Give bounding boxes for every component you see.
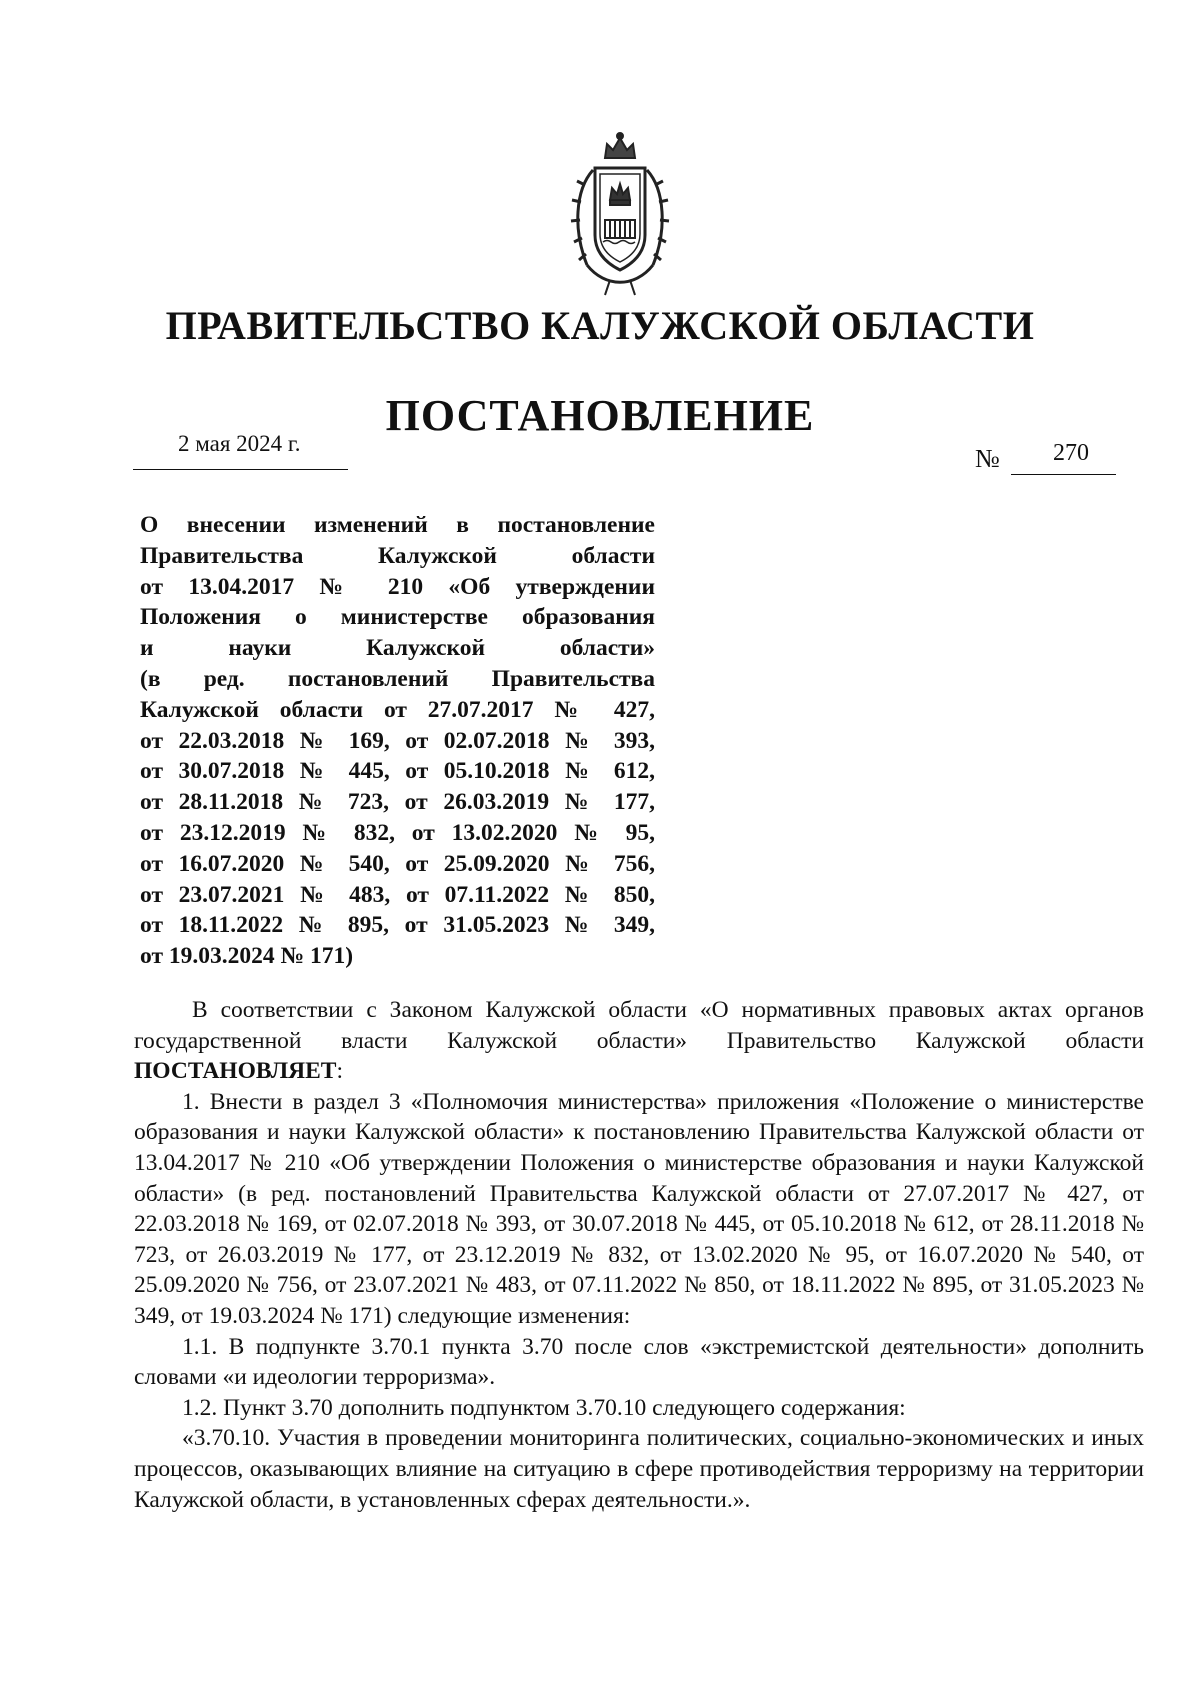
subject-line: (в ред. постановлений Правительства	[140, 665, 655, 692]
preamble-paragraph	[134, 995, 1144, 1087]
subject-line: от 28.11.2018 № 723, от 26.03.2019 № 177,	[140, 789, 655, 816]
subject-line: от 23.07.2021 № 483, от 07.11.2022 № 850,	[140, 881, 655, 908]
number-sign: №	[975, 444, 1000, 473]
item-1-paragraph: 1. Внести в раздел 3 «Полномочия министерства» приложения «Положение о министерстве образования и науки Калужской области» к постановлению Правительства Калужской области от 13.04.2017 № 210 «Об утверждении Положения о министерстве образования и науки Калужской области» (в ред. постановлений Правительства Калужской области от 27.07.2017 № 427, от 22.03.2018 № 169, от 02.07.2018 № 393, от 30.07.2018 № 445, от 05.10.2018 № 612, от 28.11.2018 № 723, от 26.03.2019 № 177, от 23.12.2019 № 832, от 13.02.2020 № 95, от 16.07.2020 № 540, от 25.09.2020 № 756, от 23.07.2021 № 483, от 07.11.2022 № 850, от 18.11.2022 № 895, от 31.05.2023 № 349, от 19.03.2024 № 171) следующие изменения:	[134, 1088, 1144, 1329]
document-date: 2 мая 2024 г.	[178, 431, 301, 456]
number-underline	[1011, 440, 1116, 475]
subject-line: Правительства Калужской области	[140, 542, 655, 569]
subject-line: от 16.07.2020 № 540, от 25.09.2020 № 756,	[140, 850, 655, 877]
document-subject	[140, 510, 655, 972]
organization-title: ПРАВИТЕЛЬСТВО КАЛУЖСКОЙ ОБЛАСТИ	[165, 303, 1035, 348]
preamble-keyword: ПОСТАНОВЛЯЕТ	[134, 1058, 337, 1085]
item-1-1-paragraph: 1.1. В подпункте 3.70.1 пункта 3.70 после слов «экстремистской деятельности» дополнить словами «и идеологии терроризма».	[134, 1333, 1144, 1391]
preamble-colon: :	[336, 1058, 343, 1085]
subject-line: Калужской области от 27.07.2017 № 427,	[140, 696, 655, 723]
preamble-text: В соответствии с Законом Калужской области «О нормативных правовых актах органов государственной власти Калужской области» Правительство Калужской области	[134, 997, 1144, 1054]
item-3-70-10-paragraph: «3.70.10. Участия в проведении мониторинга политических, социально-экономических и иных процессов, оказывающих влияние на ситуацию в сфере противодействия терроризму на территории Калужской области, в установленных сферах деятельности.».	[134, 1425, 1144, 1513]
subject-line: и науки Калужской области»	[140, 635, 655, 662]
subject-line: от 18.11.2022 № 895, от 31.05.2023 № 349,	[140, 912, 655, 939]
document-type-heading: ПОСТАНОВЛЕНИЕ	[385, 391, 815, 440]
document-number-field	[975, 440, 1135, 478]
subject-line: от 22.03.2018 № 169, от 02.07.2018 № 393,	[140, 727, 655, 754]
subject-line: от 23.12.2019 № 832, от 13.02.2020 № 95,	[140, 819, 655, 846]
subject-line: Положения о министерстве образования	[140, 604, 655, 631]
item-1-2-paragraph: 1.2. Пункт 3.70 дополнить подпунктом 3.70.10 следующего содержания:	[182, 1394, 906, 1421]
subject-line: от 30.07.2018 № 445, от 05.10.2018 № 612,	[140, 758, 655, 785]
document-date-field	[133, 431, 348, 470]
document-body	[134, 995, 1144, 1515]
coat-of-arms-emblem	[555, 130, 685, 300]
subject-line: О внесении изменений в постановление	[140, 512, 655, 538]
subject-line: от 13.04.2017 № 210 «Об утверждении	[140, 573, 655, 600]
subject-line: от 19.03.2024 № 171)	[140, 943, 354, 970]
document-number: 270	[1053, 440, 1089, 466]
